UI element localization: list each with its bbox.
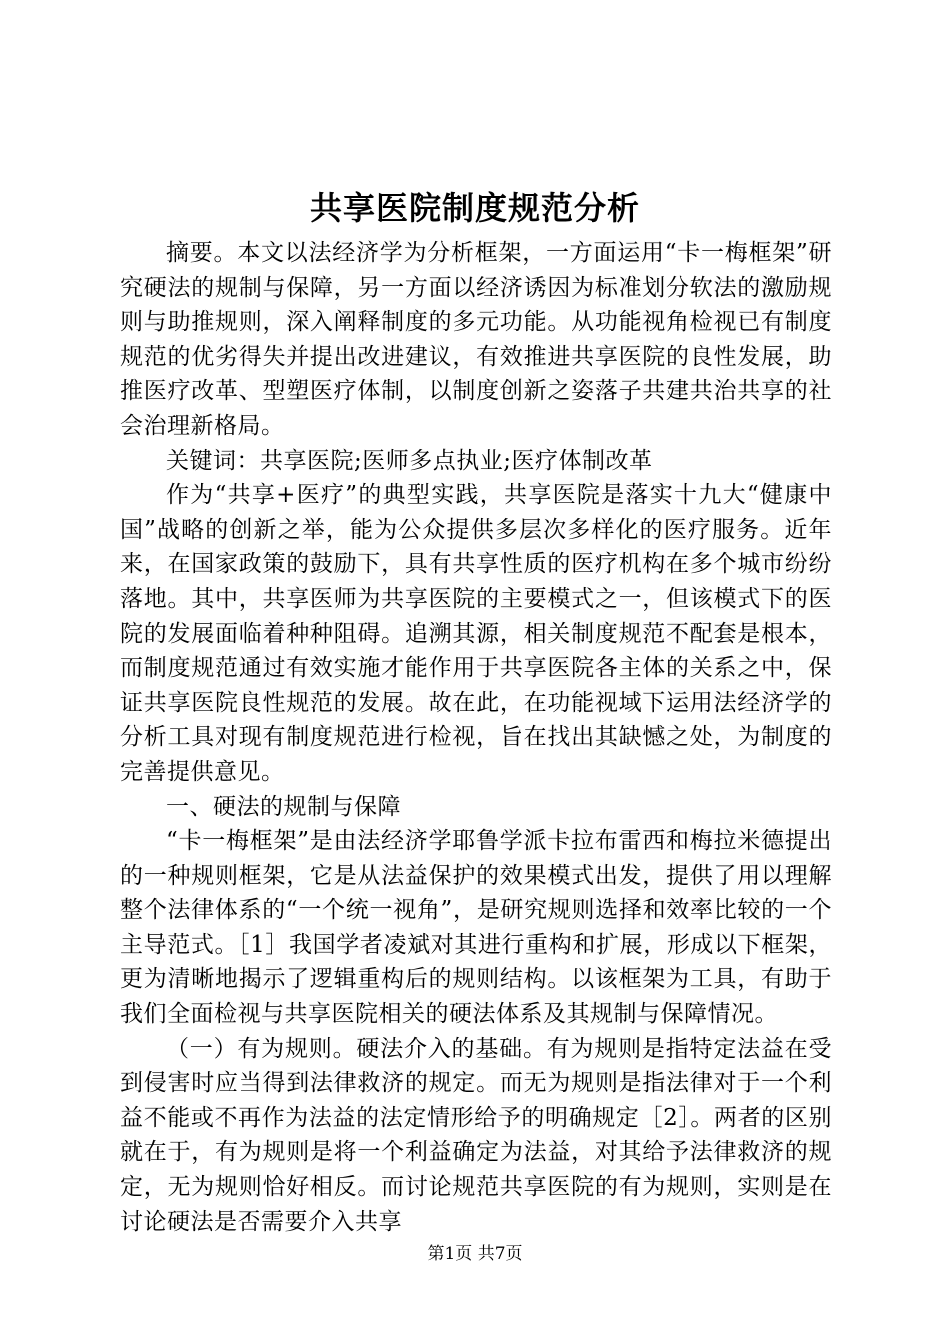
document-title: 共享医院制度规范分析 bbox=[309, 189, 640, 227]
intro-paragraph: 作为“共享+医疗”的典型实践，共享医院是落实十九大“健康中国”战略的创新之举，能为公众提供多层次多样化的医疗服务。近年来，在国家政策的鼓励下，具有共享性质的医疗机构在多个城市纷纷落地。其中，共享医师为共享医院的主要模式之一，但该模式下的医院的发展面临着种种阻碍。追溯其源，相关制度规范不配套是根本，而制度规范通过有效实施才能作用于共享医院各主体的关系之中，保证共享医院良性规范的发展。故在此，在功能视域下运用法经济学的分析工具对现有制度规范进行检视，旨在找出其缺憾之处，为制度的完善提供意见。 bbox=[120, 482, 832, 785]
document-body bbox=[120, 236, 832, 1239]
page-number: 第1页 共7页 bbox=[427, 1244, 523, 1264]
abstract-paragraph: 摘要。本文以法经济学为分析框架，一方面运用“卡一梅框架”研究硬法的规制与保障，另一方面以经济诱因为标准划分软法的激励规则与助推规则，深入阐释制度的多元功能。从功能视角检视已有制度规范的优劣得失并提出改进建议，有效推进共享医院的良性发展，助推医疗改革、型塑医疗体制，以制度创新之姿落子共建共治共享的社会治理新格局。 bbox=[120, 240, 832, 439]
framework-paragraph: “卡一梅框架”是由法经济学耶鲁学派卡拉布雷西和梅拉米德提出的一种规则框架，它是从法益保护的效果模式出发，提供了用以理解整个法律体系的“一个统一视角”，是研究规则选择和效率比较的一个主导范式。［1］我国学者凌斌对其进行重构和扩展，形成以下框架，更为清晰地揭示了逻辑重构后的规则结构。以该框架为工具，有助于我们全面检视与共享医院相关的硬法体系及其规制与保障情况。 bbox=[120, 828, 832, 1028]
rules-paragraph: （一）有为规则。硬法介入的基础。有为规则是指特定法益在受到侵害时应当得到法律救济的规定。而无为规则是指法律对于一个利益不能或不再作为法益的法定情形给予的明确规定［2］。两者的区别就在于，有为规则是将一个利益确定为法益，对其给予法律救济的规定，无为规则恰好相反。而讨论规范共享医院的有为规则，实则是在讨论硬法是否需要介入共享 bbox=[120, 1035, 832, 1235]
section-heading: 一、硬法的规制与保障 bbox=[166, 793, 401, 820]
keywords-paragraph: 关键词：共享医院;医师多点执业;医疗体制改革 bbox=[166, 447, 653, 474]
